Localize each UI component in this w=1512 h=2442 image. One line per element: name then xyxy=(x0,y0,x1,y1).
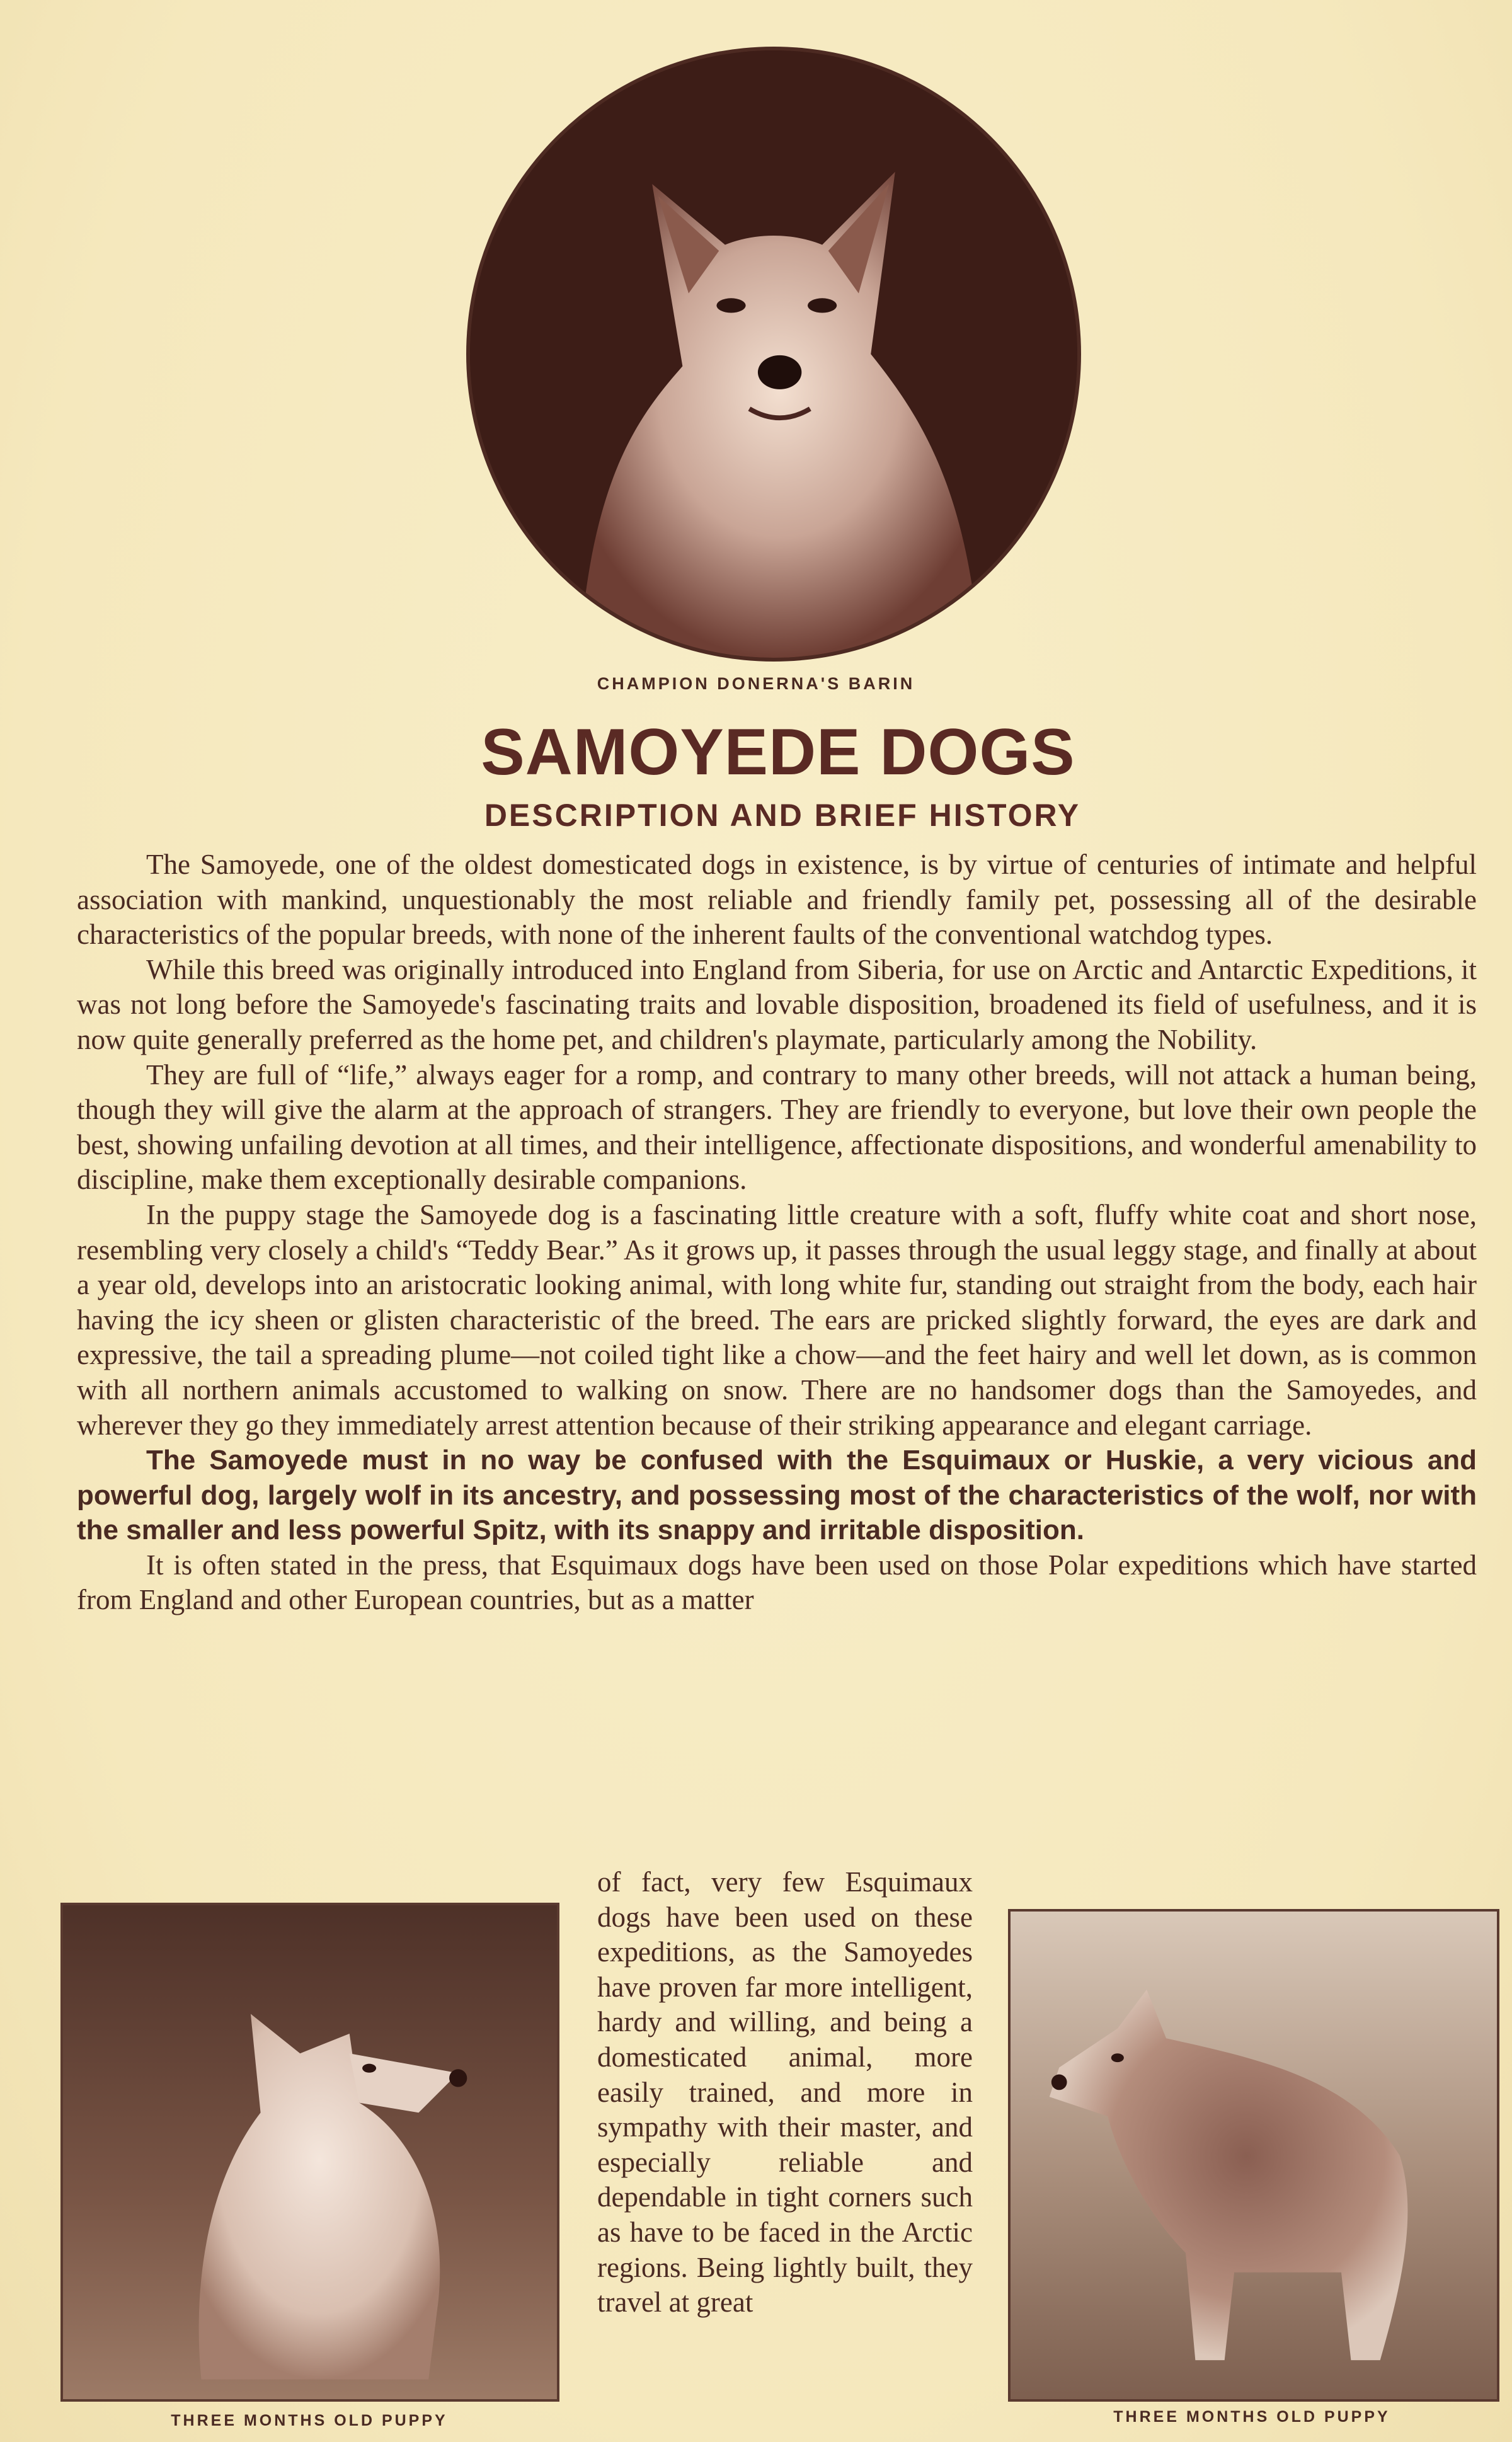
photo-caption: THREE MONTHS OLD PUPPY xyxy=(171,2412,448,2429)
paragraph: In the puppy stage the Samoyede dog is a fascinating little creature with a soft, fluffy white coat and short nose, resembling very closely a child's “Teddy Bear.” As it grows up, it passes through the usual leggy stage, and finally at about a year old, develops into an aristocratic looking animal, with long white fur, standing out straight from the body, each hair having the icy sheen or glisten characteristic of the breed. The ears are pricked slightly forward, the eyes are dark and expressive, the tail a spreading plume—not coiled tight like a chow—and the feet hairy and well let down, as is common with all northern animals accustomed to walking on snow. There are no handsomer dogs than the Samoyedes, and wherever they go they immediately arrest attention because of their striking appearance and elegant carriage. xyxy=(77,1198,1477,1441)
paragraph: It is often stated in the press, that Esquimaux dogs have been used on those Polar expeditions which have started from England and other European countries, but as a matter xyxy=(77,1549,1477,1616)
middle-column-text: of fact, very few Esquimaux dogs have been used on these expeditions, as the Samoyedes have proven far more intelligent, hardy and willing, and being a domesticated animal, more easily trained, and more in sympathy with their master, and especially reliable and dependable in tight corners such as have to be faced in the Arctic regions. Being lightly built, they travel at great xyxy=(597,1866,973,2319)
standing-puppy-photo-icon xyxy=(1008,1909,1499,2402)
sitting-puppy-photo-icon xyxy=(60,1903,559,2402)
photo-caption: THREE MONTHS OLD PUPPY xyxy=(1113,2408,1390,2426)
page-subtitle: DESCRIPTION AND BRIEF HISTORY xyxy=(484,798,1081,833)
page-title: SAMOYEDE DOGS xyxy=(481,716,1075,789)
samoyed-portrait-icon xyxy=(470,50,1077,658)
paragraph: The Samoyede, one of the oldest domesticated dogs in existence, is by virtue of centuries of intimate and helpful association with mankind, unquestionably the most reliable and friendly family pet, possessing all of the desirable characteristics of the popular breeds, with none of the inherent faults of the conventional watchdog types. xyxy=(77,849,1477,951)
portrait-caption: CHAMPION DONERNA'S BARIN xyxy=(597,674,915,693)
paragraph-emphasis: The Samoyede must in no way be confused with the Esquimaux or Huskie, a very vicious and powerful dog, largely wolf in its ancestry, and possessing most of the characteristics of the wolf, nor with the smaller and less powerful Spitz, with its snappy and irritable disposition. xyxy=(77,1445,1477,1546)
body-text xyxy=(77,847,1477,1618)
paragraph: While this breed was originally introduced into England from Siberia, for use on Arctic and Antarctic Expeditions, it was not long before the Samoyede's fascinating traits and lovable disposition, broadened its field of usefulness, and it is now quite generally preferred as the home pet, and children's playmate, particularly among the Nobility. xyxy=(77,953,1477,1055)
paragraph: They are full of “life,” always eager for a romp, and contrary to many other breeds, will not attack a human being, though they will give the alarm at the approach of strangers. They are friendly to everyone, but love their own people the best, showing unfailing devotion at all times, and their intelligence, affectionate dispositions, and wonderful amenability to discipline, make them exceptionally desirable companions. xyxy=(77,1058,1477,1196)
